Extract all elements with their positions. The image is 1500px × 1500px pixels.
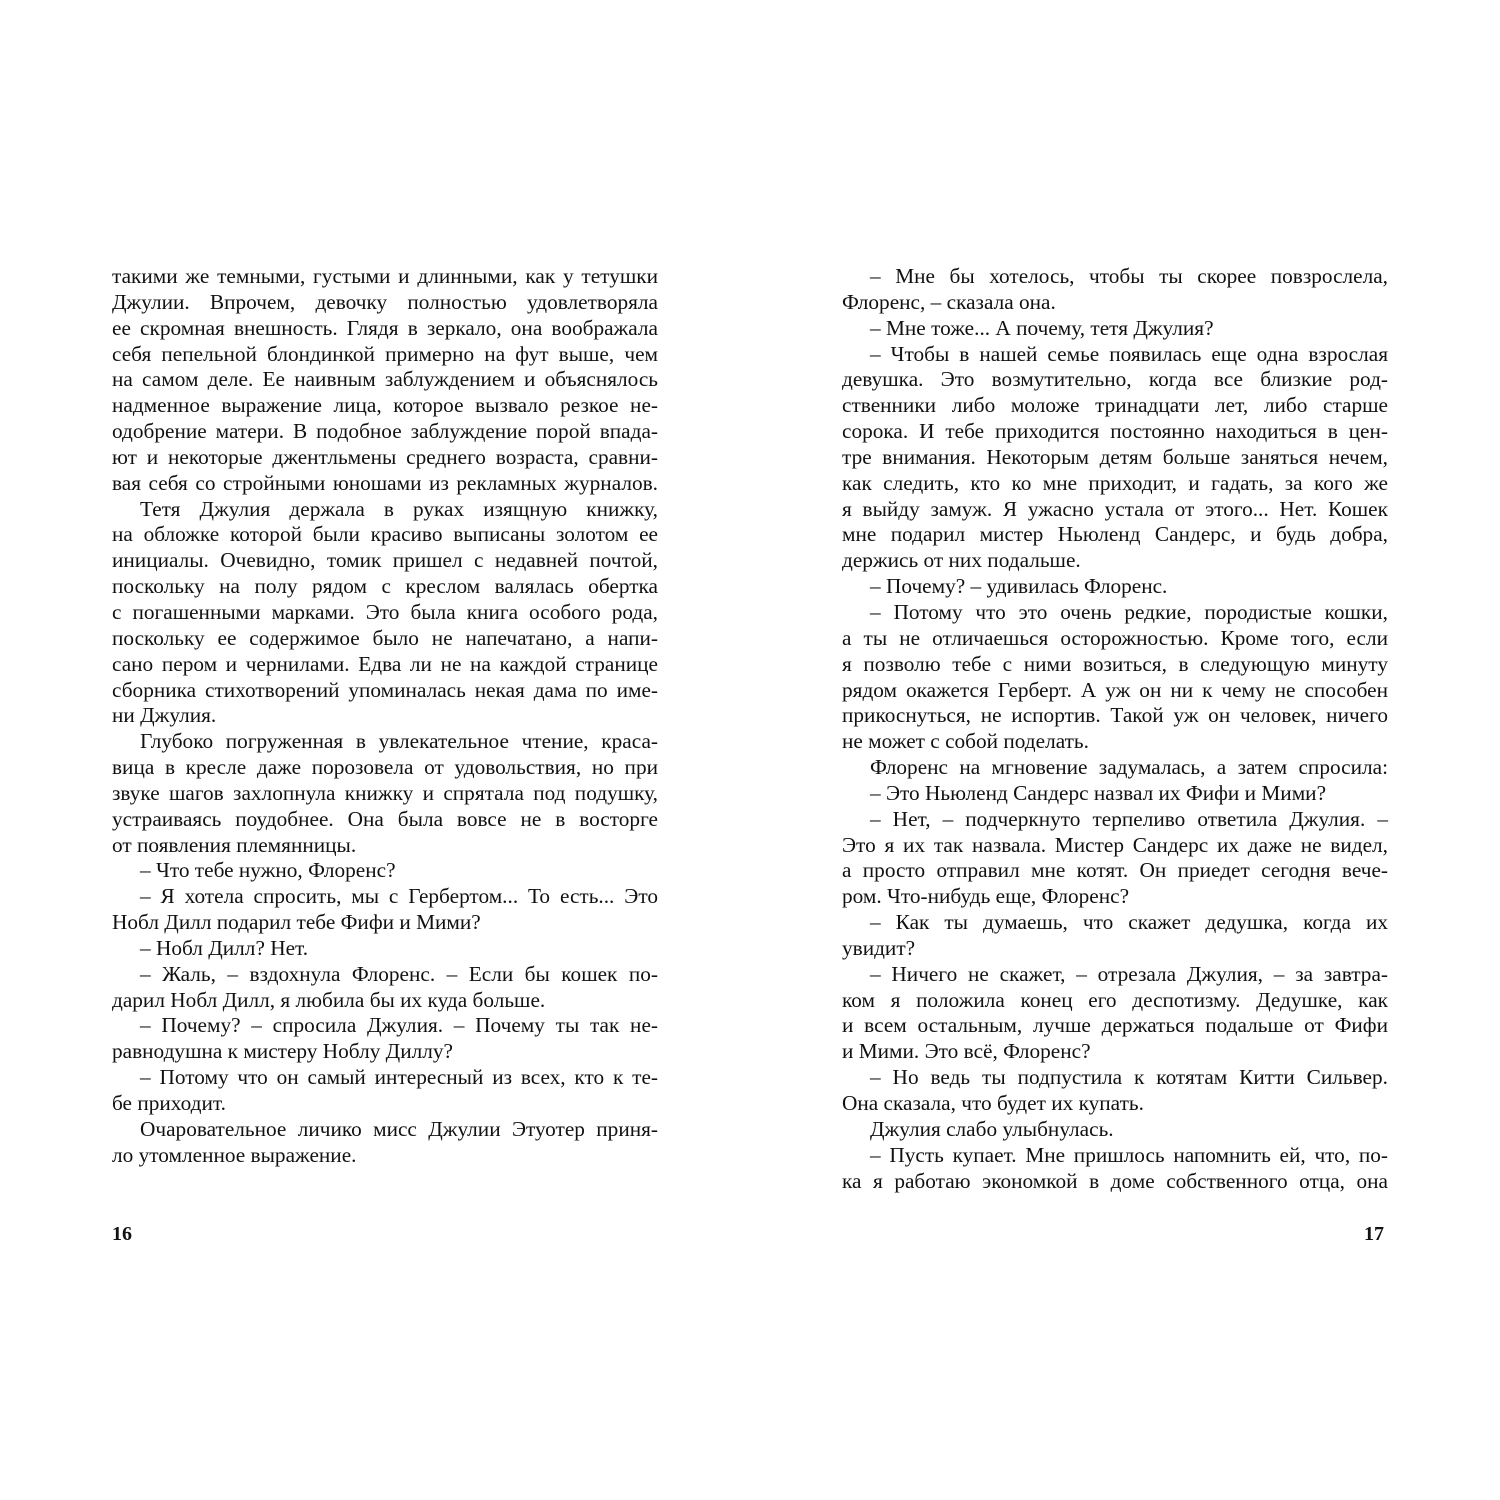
text-line: инициалы. Очевидно, томик пришел с недавней почтой, <box>112 548 658 573</box>
text-line: вая себя со стройными юношами из рекламных журналов. <box>112 470 658 495</box>
text-line: и всем остальным, лучше держаться подальше от Фифи <box>842 1013 1388 1038</box>
text-line: вица в кресле даже порозовела от удовольствия, но при <box>112 755 658 780</box>
page-number-right: 17 <box>1364 1223 1384 1245</box>
text-line: Джулия слабо улыбнулась. <box>870 1116 1114 1141</box>
text-line: сборника стихотворений упоминалась некая дама по име- <box>112 677 658 702</box>
text-line: звуке шагов захлопнула книжку и спрятала под подушку, <box>112 780 658 805</box>
text-line: – Как ты думаешь, что скажет дедушка, когда их <box>870 910 1388 935</box>
text-line: я позволю тебе с ними возиться, в следующую минуту <box>842 651 1388 676</box>
text-line: увидит? <box>842 935 916 960</box>
text-line: одобрение матери. В подобное заблуждение порой впада- <box>112 419 658 444</box>
text-line: на самом деле. Ее наивным заблуждением и объяснялось <box>112 367 658 392</box>
text-line: с погашенными марками. Это была книга особого рода, <box>112 599 658 624</box>
text-line: на обложке которой были красиво выписаны золотом ее <box>112 522 658 547</box>
text-line: – Я хотела спросить, мы с Гербертом... То есть... Это <box>140 884 658 909</box>
text-line: ют и некоторые джентльмены среднего возраста, сравни- <box>112 444 658 469</box>
text-line: Очаровательное личико мисс Джулии Этуотер приня- <box>140 1116 658 1141</box>
text-line: поскольку на полу рядом с креслом валялась обертка <box>112 574 658 599</box>
text-line: рядом окажется Герберт. А уж он ни к чему не способен <box>842 677 1388 702</box>
text-line: ром. Что-нибудь еще, Флоренс? <box>842 884 1130 909</box>
right-page-text <box>842 264 1388 1194</box>
text-line: а просто отправил мне котят. Он приедет сегодня вече- <box>842 858 1388 883</box>
text-line: тре внимания. Некоторым детям больше заняться нечем, <box>842 444 1388 469</box>
text-line: Глубоко погруженная в увлекательное чтение, краса- <box>140 729 658 754</box>
text-line: надменное выражение лица, которое вызвало резкое не- <box>112 393 658 418</box>
text-line: от появления племянницы. <box>112 832 357 857</box>
text-line: – Нобл Дилл? Нет. <box>140 935 309 960</box>
text-line: поскольку ее содержимое было не напечатано, а напи- <box>112 625 658 650</box>
text-line: ее скромная внешность. Глядя в зеркало, она воображала <box>112 315 658 340</box>
text-line: – Потому что это очень редкие, породистые кошки, <box>870 599 1388 624</box>
text-line: – Что тебе нужно, Флоренс? <box>140 858 396 883</box>
text-line: Флоренс на мгновение задумалась, а затем спросила: <box>870 755 1388 780</box>
text-line: устраиваясь поудобнее. Она была вовсе не в восторге <box>112 806 658 831</box>
text-line: равнодушна к мистеру Ноблу Диллу? <box>112 1039 453 1064</box>
text-line: бе приходит. <box>112 1091 226 1115</box>
text-line: держись от них подальше. <box>842 548 1081 573</box>
text-line: – Но ведь ты подпустила к котятам Китти Сильвер. <box>870 1065 1388 1090</box>
text-line: – Жаль, – вздохнула Флоренс. – Если бы кошек по- <box>140 961 658 986</box>
text-line: Нобл Дилл подарил тебе Фифи и Мими? <box>112 910 481 935</box>
text-line: Джулии. Впрочем, девочку полностью удовлетворяла <box>112 289 658 314</box>
text-line: – Мне бы хотелось, чтобы ты скорее повзрослела, <box>870 264 1388 288</box>
text-line: как следить, кто ко мне приходит, и гадать, за кого же <box>842 470 1388 495</box>
text-line: а ты не отличаешься осторожностью. Кроме того, если <box>842 625 1388 650</box>
text-line: – Чтобы в нашей семье появилась еще одна взрослая <box>870 341 1388 366</box>
text-line: не может с собой поделать. <box>842 729 1089 754</box>
text-line: сорока. И тебе приходится постоянно находиться в цен- <box>842 419 1388 444</box>
text-line: ственники либо моложе тринадцати лет, либо старше <box>842 393 1388 418</box>
text-line: ло утомленное выражение. <box>112 1142 357 1167</box>
text-line: Она сказала, что будет их купать. <box>842 1091 1144 1115</box>
text-line: – Потому что он самый интересный из всех, кто к те- <box>140 1065 658 1090</box>
text-line: – Ничего не скажет, – отрезала Джулия, – за завтра- <box>870 961 1388 986</box>
text-line: девушка. Это возмутительно, когда все близкие род- <box>842 367 1388 392</box>
text-line: ни Джулия. <box>112 703 217 728</box>
text-line: – Нет, – подчеркнуто терпеливо ответила Джулия. – <box>870 806 1388 831</box>
text-line: ком я положила конец его деспотизму. Дедушке, как <box>842 987 1388 1012</box>
text-line: и Мими. Это всё, Флоренс? <box>842 1039 1091 1064</box>
text-line: Флоренс, – сказала она. <box>842 289 1056 314</box>
text-line: такими же темными, густыми и длинными, как у тетушки <box>112 264 658 288</box>
page-number-left: 16 <box>112 1223 132 1245</box>
text-line: мне подарил мистер Ньюленд Сандерс, и будь добра, <box>842 522 1388 547</box>
text-line: – Пусть купает. Мне пришлось напомнить ей, что, по- <box>870 1142 1388 1167</box>
text-line: ка я работаю экономкой в доме собственного отца, она <box>842 1168 1388 1193</box>
text-line: – Мне тоже... А почему, тетя Джулия? <box>870 315 1214 340</box>
text-line: себя пепельной блондинкой примерно на фут выше, чем <box>112 341 658 366</box>
text-line: дарил Нобл Дилл, я любила бы их куда больше. <box>112 987 546 1012</box>
left-page-text <box>112 264 658 1169</box>
text-line: прикоснуться, не испортив. Такой уж он человек, ничего <box>842 703 1388 728</box>
text-line: я выйду замуж. Я ужасно устала от этого... Нет. Кошек <box>842 496 1388 521</box>
text-line: – Почему? – спросила Джулия. – Почему ты так не- <box>140 1013 658 1038</box>
text-line: Тетя Джулия держала в руках изящную книжку, <box>140 496 658 521</box>
text-line: – Почему? – удивилась Флоренс. <box>870 574 1168 599</box>
text-line: – Это Ньюленд Сандерс назвал их Фифи и Мими? <box>870 780 1327 805</box>
text-line: сано пером и чернилами. Едва ли не на каждой странице <box>112 651 658 676</box>
text-line: Это я их так назвала. Мистер Сандерс их даже не видел, <box>842 832 1388 857</box>
